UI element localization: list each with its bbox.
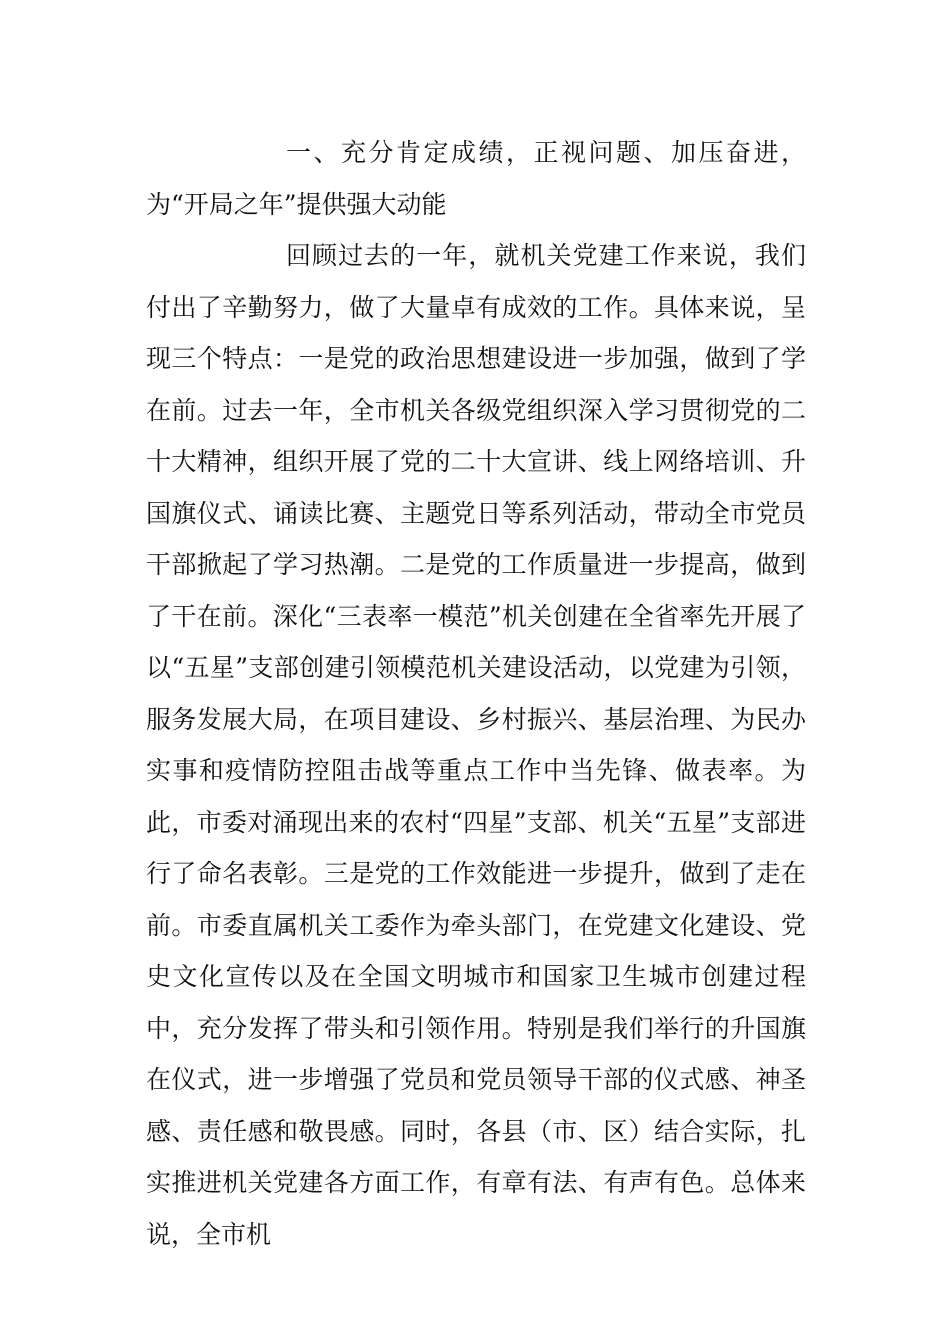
body-paragraph: 回顾过去的一年，就机关党建工作来说，我们付出了辛勤努力，做了大量卓有成效的工作。具体来说，呈现三个特点：一是党的政治思想建设进一步加强，做到了学在前。过去一年，全市机关各级党组织深入学习贯彻党的二十大精神，组织开展了党的二十大宣讲、线上网络培训、升国旗仪式、诵读比赛、主题党日等系列活动，带动全市党员干部掀起了学习热潮。二是党的工作质量进一步提高，做到了干在前。深化“三表率一模范”机关创建在全省率先开展了以“五星”支部创建引领模范机关建设活动，以党建为引领，服务发展大局，在项目建设、乡村振兴、基层治理、为民办实事和疫情防控阻击战等重点工作中当先锋、做表率。为此，市委对涌现出来的农村“四星”支部、机关“五星”支部进行了命名表彰。三是党的工作效能进一步提升，做到了走在前。市委直属机关工委作为牵头部门，在党建文化建设、党史文化宣传以及在全国文明城市和国家卫生城市创建过程中，充分发挥了带头和引领作用。特别是我们举行的升国旗在仪式，进一步增强了党员和党员领导干部的仪式感、神圣感、责任感和敬畏感。同时，各县（市、区）结合实际，扎实推进机关党建各方面工作，有章有法、有声有色。总体来说，全市机 bbox=[146, 241, 806, 1249]
section-heading: 一、充分肯定成绩，正视问题、加压奋进，为“开局之年”提供强大动能 bbox=[146, 138, 806, 219]
